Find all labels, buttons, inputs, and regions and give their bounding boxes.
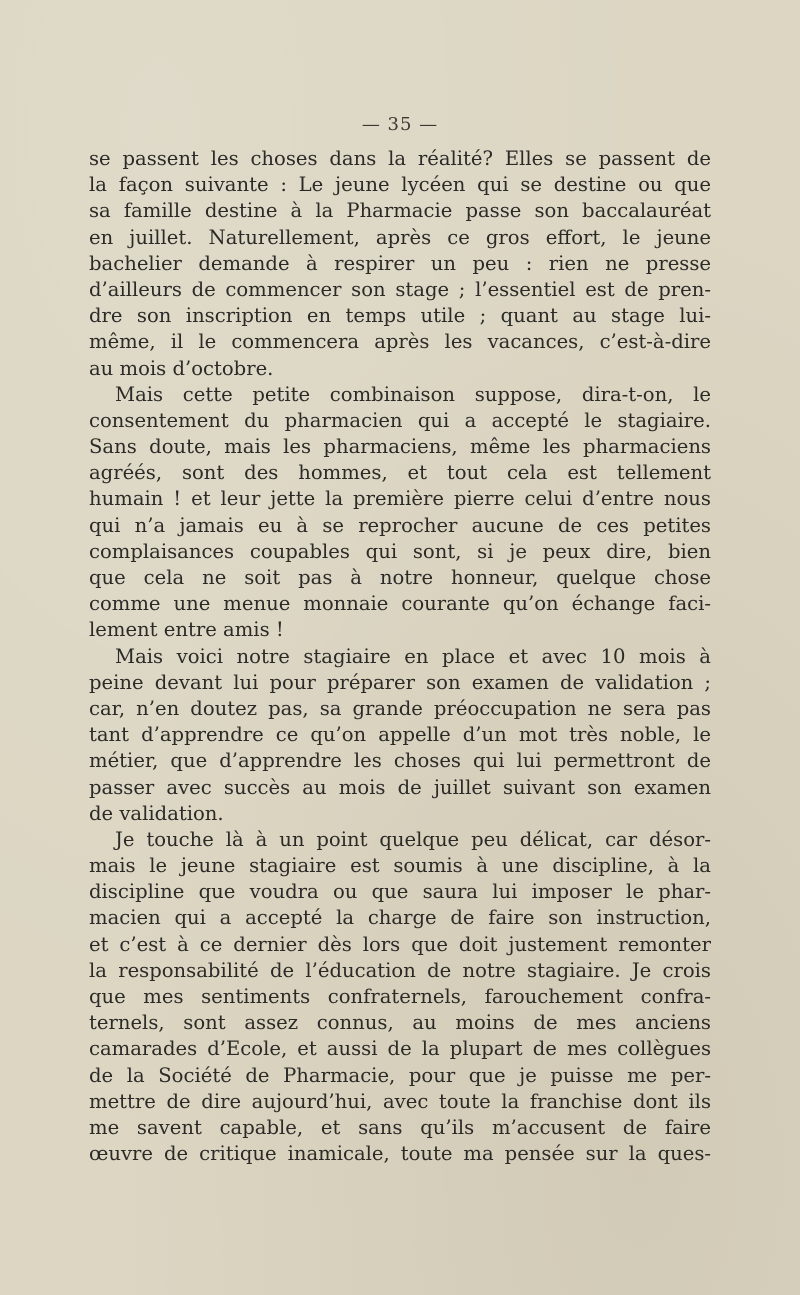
text-line: macien qui a accepté la charge de faire son instruction, — [89, 906, 711, 930]
text-line: œuvre de critique inamicale, toute ma pensée sur la ques- — [89, 1142, 711, 1166]
text-line: Mais voici notre stagiaire en place et avec 10 mois à — [115, 644, 711, 668]
text-line: d’ailleurs de commencer son stage ; l’essentiel est de pren- — [89, 277, 711, 301]
text-line: la façon suivante : Le jeune lycéen qui se destine ou que — [89, 173, 711, 197]
text-line: bachelier demande à respirer un peu : rien ne presse — [89, 251, 711, 275]
text-line: mais le jeune stagiaire est soumis à une discipline, à la — [89, 854, 711, 878]
text-line: que cela ne soit pas à notre honneur, quelque chose — [89, 566, 711, 589]
text-line: au mois d’octobre. — [89, 356, 274, 380]
text-line: se passent les choses dans la réalité? Elles se passent de — [89, 147, 711, 170]
text-line: camarades d’Ecole, et aussi de la plupart de mes collègues — [89, 1037, 711, 1061]
text-line: peine devant lui pour préparer son examen de validation ; — [89, 670, 711, 694]
text-line: car, n’en doutez pas, sa grande préoccupation ne sera pas — [89, 696, 711, 720]
text-line: en juillet. Naturellement, après ce gros effort, le jeune — [89, 225, 711, 249]
text-line: Sans doute, mais les pharmaciens, même les pharmaciens — [89, 435, 711, 459]
text-line: et c’est à ce dernier dès lors que doit justement remonter — [89, 932, 711, 956]
text-line: ternels, sont assez connus, au moins de mes anciens — [89, 1011, 711, 1035]
text-line: dre son inscription en temps utile ; quant au stage lui- — [89, 304, 711, 328]
text-line: Je touche là à un point quelque peu délicat, car désor- — [115, 827, 711, 851]
page-number: — 35 — — [361, 114, 439, 135]
text-line: Mais cette petite combinaison suppose, dira-t-on, le — [115, 382, 711, 406]
text-line: métier, que d’apprendre les choses qui lui permettront de — [89, 749, 711, 773]
text-line: agréés, sont des hommes, et tout cela est tellement — [89, 461, 711, 485]
text-line: lement entre amis ! — [89, 618, 284, 642]
text-line: même, il le commencera après les vacances, c’est-à-dire — [89, 330, 711, 354]
paragraph — [89, 382, 711, 644]
text-line: que mes sentiments confraternels, farouchement confra- — [89, 985, 711, 1008]
paragraph — [89, 644, 711, 827]
text-line: passer avec succès au mois de juillet suivant son examen — [89, 775, 711, 799]
text-line: de validation. — [89, 801, 224, 825]
body-text — [89, 146, 711, 1167]
paragraph — [89, 146, 711, 382]
text-line: sa famille destine à la Pharmacie passe son baccalauréat — [89, 199, 711, 223]
text-line: complaisances coupables qui sont, si je peux dire, bien — [89, 539, 711, 563]
text-line: humain ! et leur jette la première pierre celui d’entre nous — [89, 487, 711, 511]
text-line: discipline que voudra ou que saura lui imposer le phar- — [89, 880, 711, 904]
text-line: mettre de dire aujourd’hui, avec toute la franchise dont ils — [89, 1089, 711, 1113]
paragraph — [89, 827, 711, 1167]
text-line: tant d’apprendre ce qu’on appelle d’un mot très noble, le — [89, 723, 711, 747]
text-line: me savent capable, et sans qu’ils m’accusent de faire — [89, 1115, 711, 1139]
text-line: de la Société de Pharmacie, pour que je puisse me per- — [89, 1063, 711, 1087]
text-line: la responsabilité de l’éducation de notre stagiaire. Je crois — [89, 958, 711, 982]
text-line: comme une menue monnaie courante qu’on échange faci- — [89, 592, 711, 616]
text-line: qui n’a jamais eu à se reprocher aucune de ces petites — [89, 513, 711, 537]
text-line: consentement du pharmacien qui a accepté le stagiaire. — [89, 408, 711, 432]
